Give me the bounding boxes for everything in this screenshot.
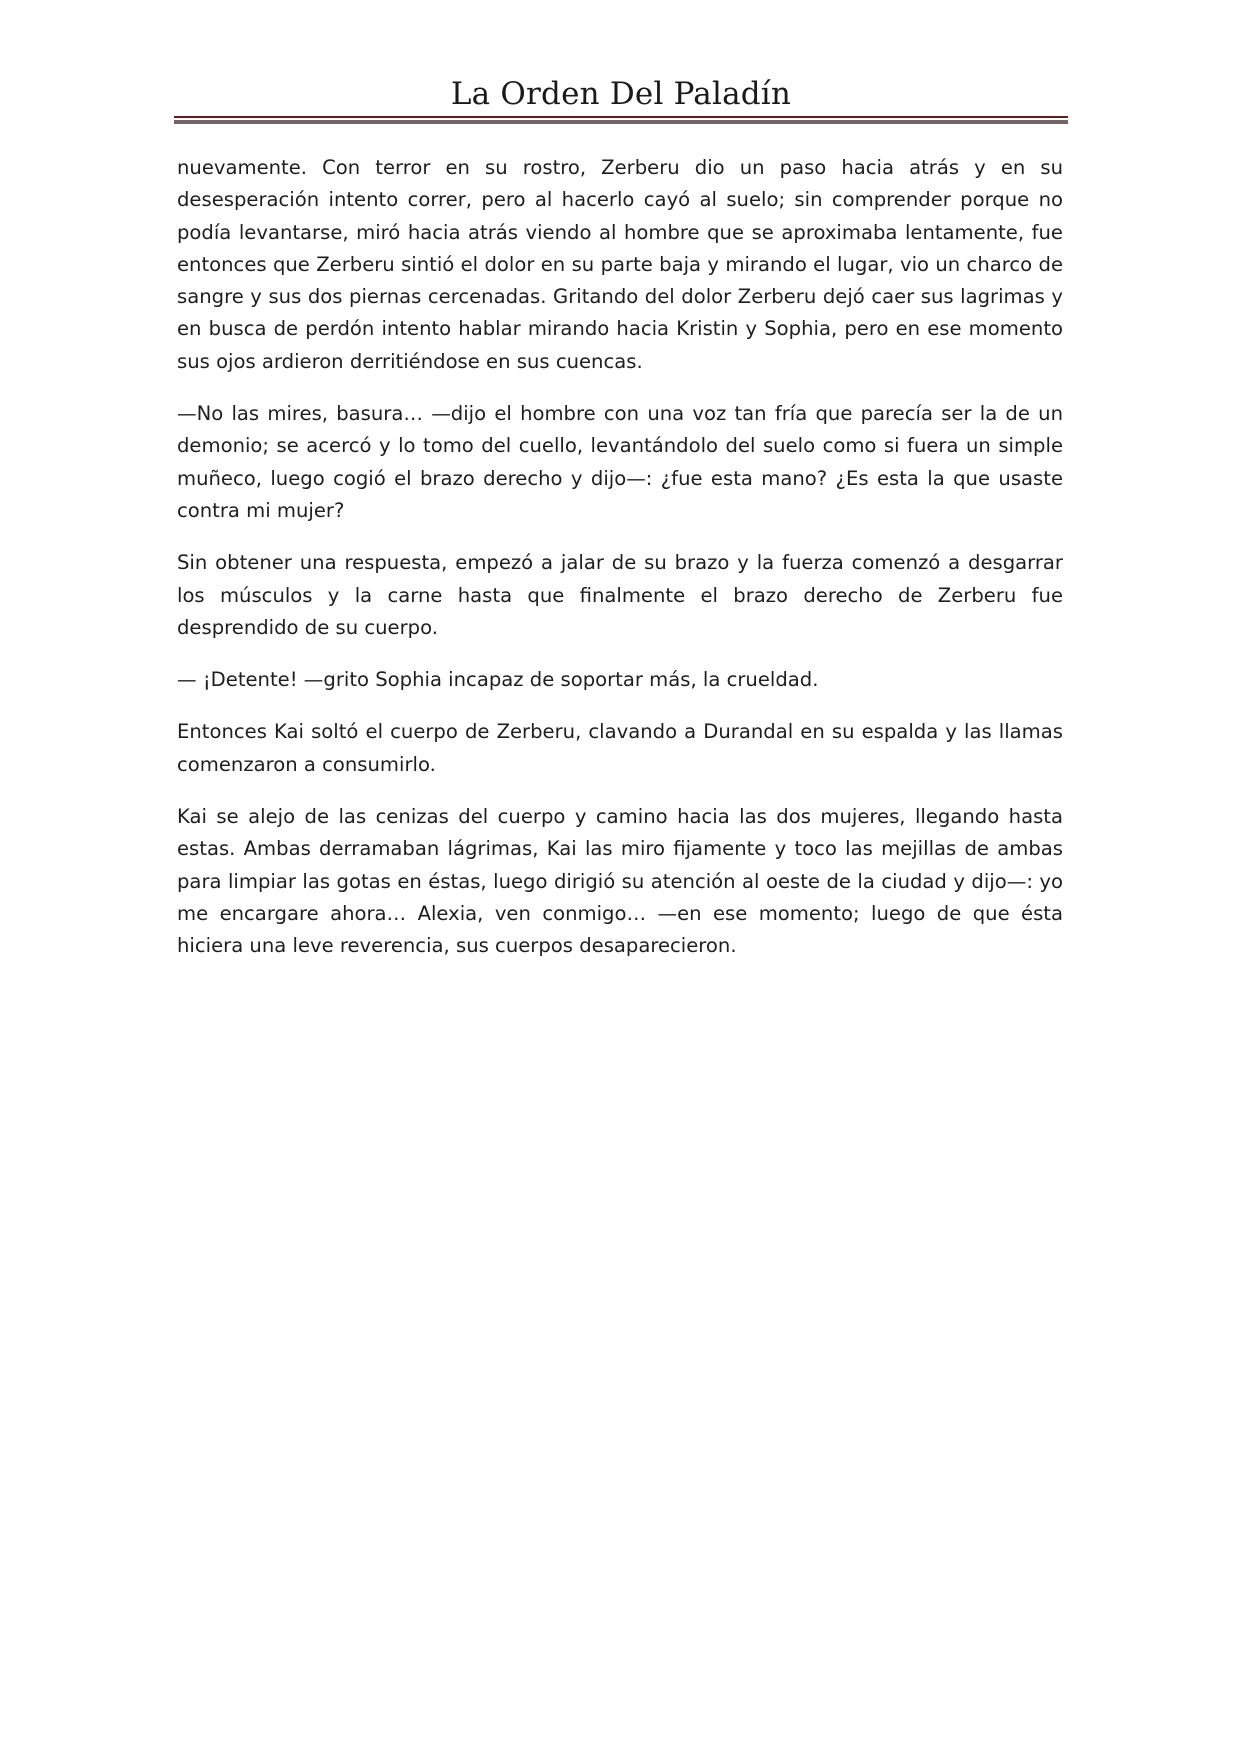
- header-divider-thin-line: [174, 116, 1068, 118]
- page-title: La Orden Del Paladín: [450, 76, 792, 112]
- paragraph-5: Entonces Kai soltó el cuerpo de Zerberu, clavando a Durandal en su espalda y las llamas comenzaron a consumirlo.: [177, 720, 1063, 776]
- page-header: [174, 74, 1068, 114]
- paragraph-4: — ¡Detente! —grito Sophia incapaz de soportar más, la crueldad.: [177, 668, 819, 692]
- paragraph-6: Kai se alejo de las cenizas del cuerpo y camino hacia las dos mujeres, llegando hasta estas. Ambas derramaban lágrimas, Kai las miro fijamente y toco las mejillas de ambas para limpiar las gotas en éstas, luego dirigió su atención al oeste de la ciudad y dijo—: yo me encargare ahora… Alexia, ven conmigo… —en ese momento; luego de que ésta hiciera una leve reverencia, sus cuerpos desaparecieron.: [177, 805, 1063, 958]
- paragraph-2: —No las mires, basura… —dijo el hombre con una voz tan fría que parecía ser la de un demonio; se acercó y lo tomo del cuello, levantándolo del suelo como si fuera un simple muñeco, luego cogió el brazo derecho y dijo—: ¿fue esta mano? ¿Es esta la que usaste contra mi mujer?: [177, 402, 1063, 522]
- paragraph-3: Sin obtener una respuesta, empezó a jalar de su brazo y la fuerza comenzó a desgarrar los músculos y la carne hasta que finalmente el brazo derecho de Zerberu fue desprendido de su cuerpo.: [177, 551, 1063, 639]
- header-divider-thick-line: [174, 120, 1068, 124]
- paragraph-1: nuevamente. Con terror en su rostro, Zerberu dio un paso hacia atrás y en su desesperación intento correr, pero al hacerlo cayó al suelo; sin comprender porque no podía levantarse, miró hacia atrás viendo al hombre que se aproximaba lentamente, fue entonces que Zerberu sintió el dolor en su parte baja y mirando el lugar, vio un charco de sangre y sus dos piernas cercenadas. Gritando del dolor Zerberu dejó caer sus lagrimas y en busca de perdón intento hablar mirando hacia Kristin y Sophia, pero en ese momento sus ojos ardieron derritiéndose en sus cuencas.: [177, 156, 1063, 373]
- body-text: [177, 152, 1063, 983]
- header-divider: [174, 116, 1068, 124]
